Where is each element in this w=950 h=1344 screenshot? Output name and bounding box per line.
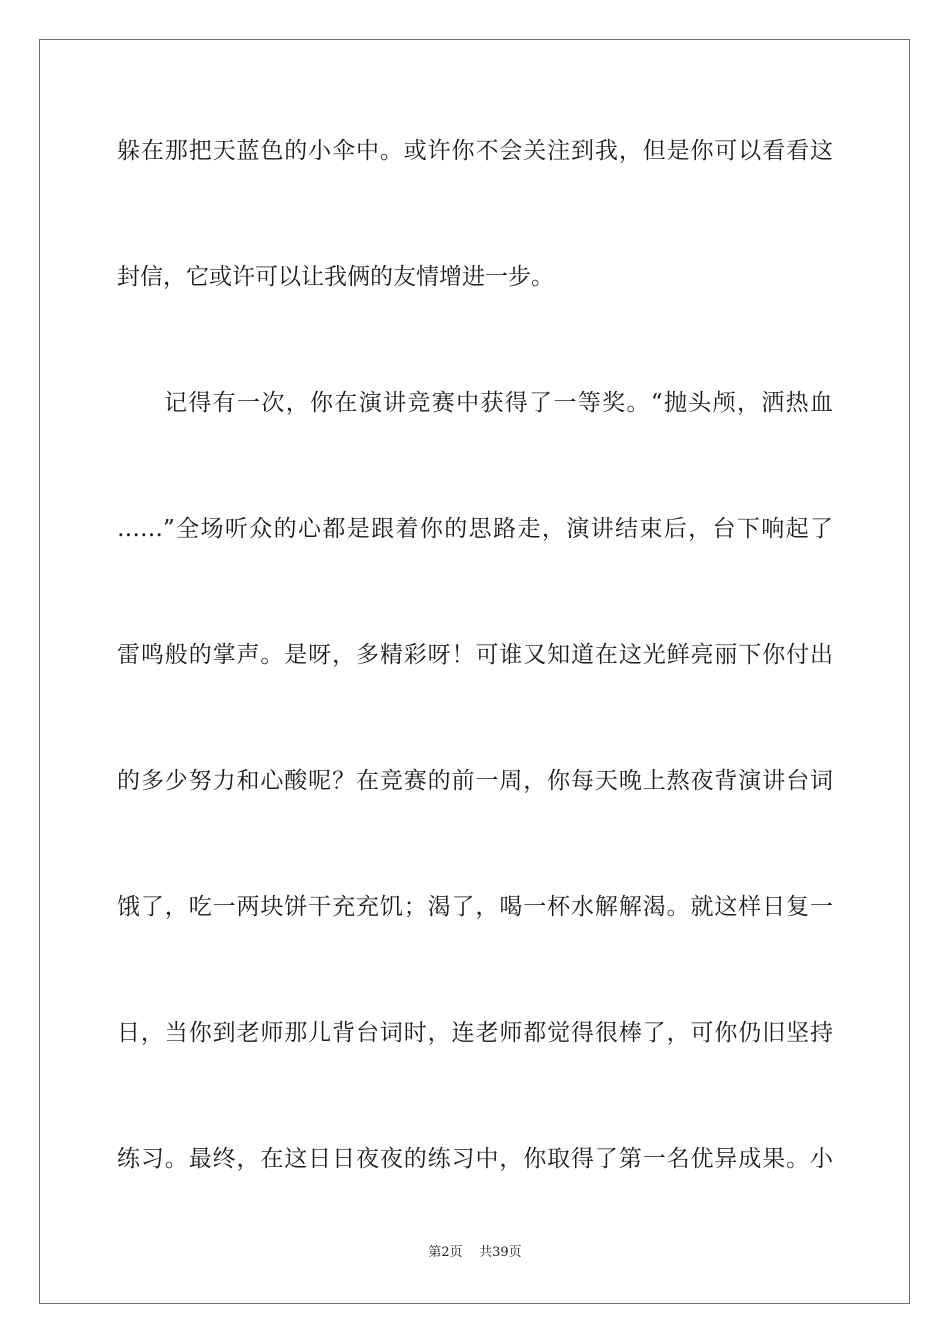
page-footer xyxy=(0,1244,950,1262)
paragraph-line: 的多少努力和心酸呢？在竞赛的前一周，你每天晚上熬夜背演讲台词 xyxy=(117,768,833,794)
page-number: 第2页 xyxy=(428,1245,463,1260)
paragraph-line: 封信，它或许可以让我俩的友情增进一步。 xyxy=(117,264,554,290)
paragraph-line: 记得有一次，你在演讲竞赛中获得了一等奖。“抛头颅，洒热血 xyxy=(164,390,833,416)
paragraph-line: 日，当你到老师那儿背台词时，连老师都觉得很棒了，可你仍旧坚持 xyxy=(117,1020,833,1046)
page-total: 共39页 xyxy=(479,1245,522,1260)
paragraph-line: 雷鸣般的掌声。是呀，多精彩呀！可谁又知道在这光鲜亮丽下你付出 xyxy=(117,642,833,668)
paragraph-line: 躲在那把天蓝色的小伞中。或许你不会关注到我，但是你可以看看这 xyxy=(117,138,833,164)
paragraph-line: ……”全场听众的心都是跟着你的思路走，演讲结束后，台下响起了 xyxy=(117,516,833,542)
paragraph-line: 练习。最终，在这日日夜夜的练习中，你取得了第一名优异成果。小 xyxy=(117,1146,833,1172)
page-border xyxy=(39,39,910,1304)
paragraph-line: 饿了，吃一两块饼干充充饥；渴了，喝一杯水解解渴。就这样日复一 xyxy=(117,894,833,920)
